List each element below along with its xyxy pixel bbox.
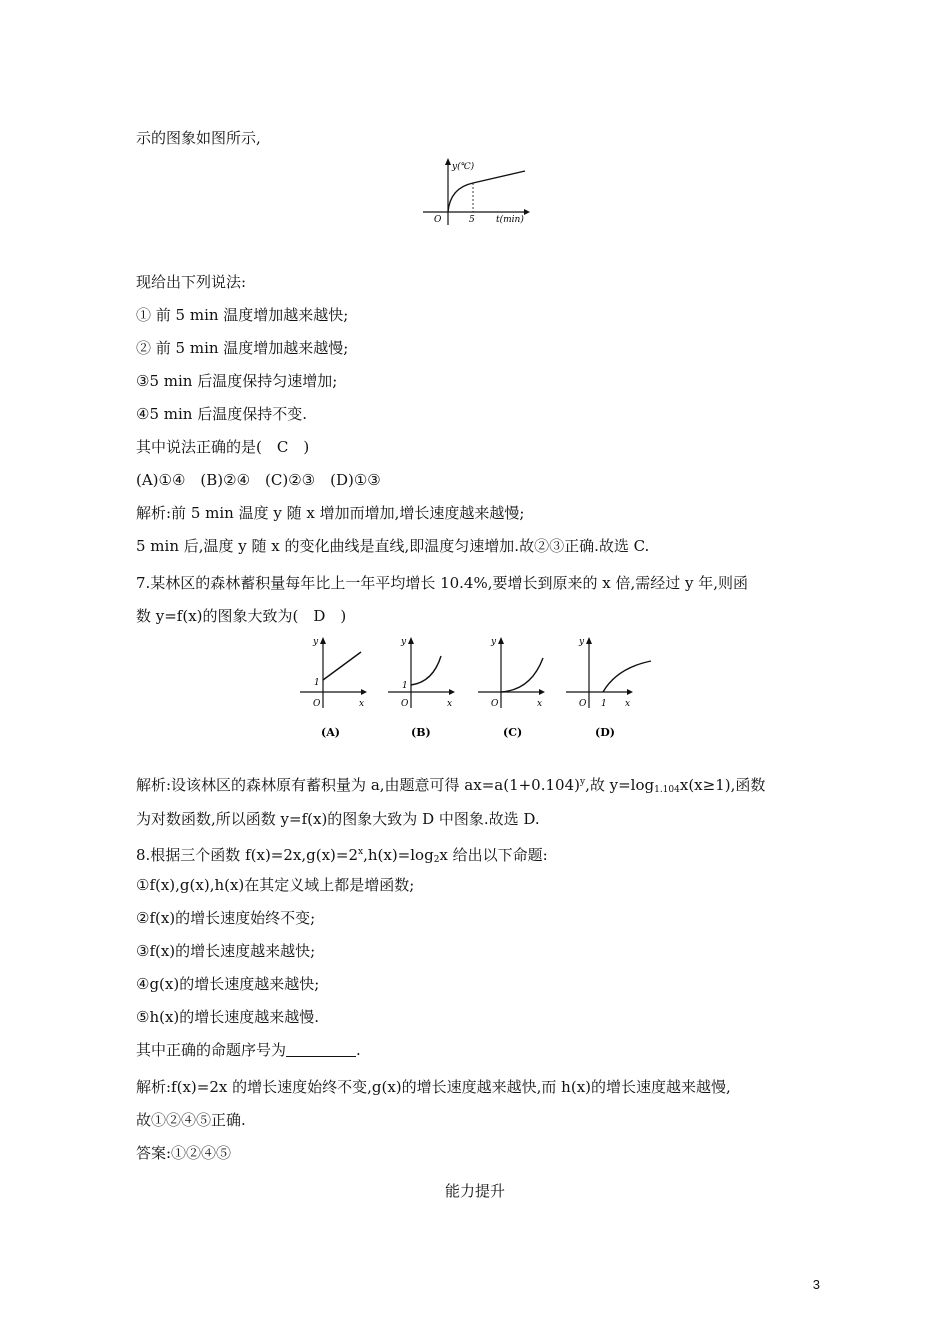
x-label: x [537, 699, 543, 709]
y-label: y [491, 637, 497, 647]
text-line: (A)①④ (B)②④ (C)②③ (D)①③ [136, 471, 381, 489]
answer-blank [286, 1042, 356, 1057]
text-line: 故①②④⑤正确. [136, 1111, 246, 1129]
text-line: ④g(x)的增长速度越来越快; [136, 975, 320, 993]
text-part: x(x≥1),函数 [679, 776, 766, 794]
text-line: ③5 min 后温度保持匀速增加; [136, 372, 338, 390]
graph-panel-d [566, 637, 651, 739]
y-label: y [313, 637, 319, 647]
text-part: 8.根据三个函数 f(x)=2x,g(x)=2 [136, 846, 359, 864]
function-graphs [295, 630, 665, 745]
text-line: 答案:①②④⑤ [136, 1144, 232, 1162]
origin-label: O [313, 699, 321, 709]
superscript: x [358, 847, 364, 857]
subscript: 1.104 [654, 785, 680, 795]
x-axis-label: t(min) [496, 215, 524, 225]
text-line: 其中说法正确的是( C ) [136, 438, 310, 456]
text-line: ① 前 5 min 温度增加越来越快; [136, 306, 349, 324]
x-label: x [447, 699, 453, 709]
text-part: 解析:设该林区的森林原有蓄积量为 a,由题意可得 ax=a(1+0.104) [136, 776, 580, 794]
superscript: y [579, 777, 586, 787]
y-label: y [579, 637, 585, 647]
tick-label: 1 [314, 678, 320, 688]
origin-label: O [434, 215, 442, 225]
temperature-graph [418, 155, 538, 230]
text-part: . [356, 1041, 361, 1059]
x-label: x [625, 699, 631, 709]
text-part: ,故 y=log [585, 776, 655, 794]
text-line: 5 min 后,温度 y 随 x 的变化曲线是直线,即温度匀速增加.故②③正确.故选 C. [136, 537, 650, 555]
y-axis-label: y(℃) [452, 162, 475, 172]
text-line: ②f(x)的增长速度始终不变; [136, 909, 316, 927]
text-line: ⑤h(x)的增长速度越来越慢. [136, 1008, 320, 1026]
text-line: 7.某林区的森林蓄积量每年比上一年平均增长 10.4%,要增长到原来的 x 倍,需经过 y 年,则函 [136, 574, 749, 592]
text-line: 解析:f(x)=2x 的增长速度始终不变,g(x)的增长速度越来越快,而 h(x)的增长速度越来越慢, [136, 1078, 731, 1096]
text-part: ,h(x)=log [363, 846, 434, 864]
panel-label: (C) [503, 726, 523, 739]
text-line: ④5 min 后温度保持不变. [136, 405, 307, 423]
text-line [136, 772, 765, 800]
text-line: ③f(x)的增长速度越来越快; [136, 942, 316, 960]
section-title: 能力提升 [444, 1182, 505, 1200]
text-part: 其中正确的命题序号为 [136, 1041, 287, 1059]
panel-label: (B) [411, 726, 431, 739]
origin-label: O [401, 699, 409, 709]
text-line: 示的图象如图所示, [136, 129, 261, 147]
origin-label: O [491, 699, 499, 709]
text-line [136, 1040, 361, 1060]
text-line: 解析:前 5 min 温度 y 随 x 增加而增加,增长速度越来越慢; [136, 504, 525, 522]
y-label: y [401, 637, 407, 647]
text-part: x 给出以下命题: [439, 846, 548, 864]
graph-panel-b [388, 637, 455, 739]
tick-label: 5 [469, 215, 475, 225]
graph-panel-c [478, 637, 545, 739]
text-line: ② 前 5 min 温度增加越来越慢; [136, 339, 349, 357]
origin-label: O [579, 699, 587, 709]
text-line: ①f(x),g(x),h(x)在其定义域上都是增函数; [136, 876, 415, 894]
page-number: 3 [812, 1277, 820, 1292]
tick-label: 1 [601, 699, 607, 709]
panel-label: (A) [321, 726, 340, 739]
text-line: 数 y=f(x)的图象大致为( D ) [136, 607, 347, 625]
text-line: 现给出下列说法: [136, 273, 247, 291]
x-label: x [359, 699, 365, 709]
text-line: 为对数函数,所以函数 y=f(x)的图象大致为 D 中图象.故选 D. [136, 810, 540, 828]
panel-label: (D) [595, 726, 615, 739]
text-line [136, 842, 548, 870]
graph-panel-a [300, 637, 367, 739]
subscript: 2 [433, 855, 440, 865]
tick-label: 1 [402, 681, 408, 691]
